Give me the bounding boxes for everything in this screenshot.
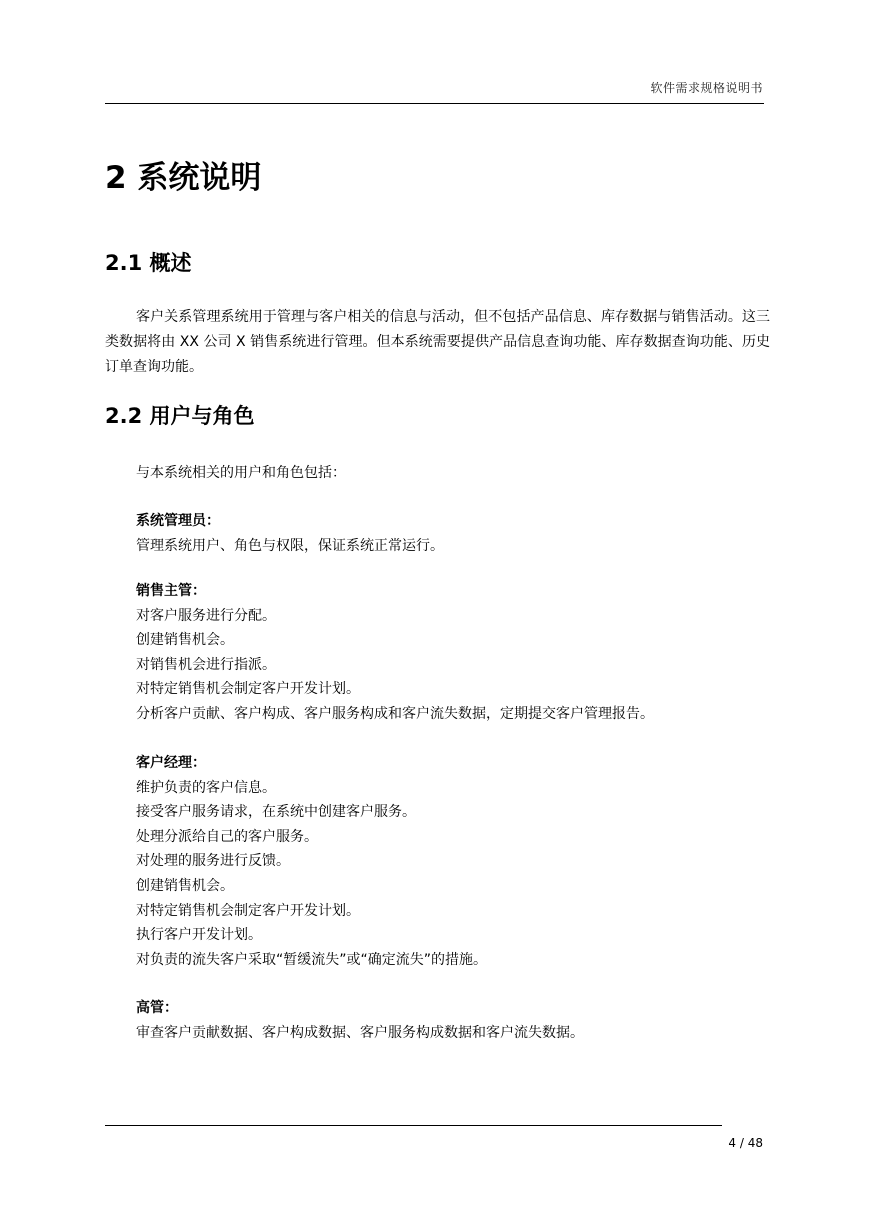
section-title-users-roles: 2.2 用户与角色 [105, 404, 255, 428]
header-divider [105, 103, 764, 104]
role-duty: 审查客户贡献数据、客户构成数据、客户服务构成数据和客户流失数据。 [136, 1024, 584, 1041]
role-duty: 对处理的服务进行反馈。 [136, 853, 290, 870]
role-duty: 对销售机会进行指派。 [136, 656, 276, 673]
role-duty: 分析客户贡献、客户构成、客户服务构成和客户流失数据，定期提交客户管理报告。 [136, 705, 654, 722]
role-block-executive [136, 996, 766, 1045]
role-duty: 对客户服务进行分配。 [136, 607, 276, 624]
page-number: 4 / 48 [728, 1136, 763, 1150]
role-title: 客户经理： [136, 755, 206, 771]
role-duty: 维护负责的客户信息。 [136, 779, 276, 796]
role-duty: 对负责的流失客户采取“暂缓流失”或“确定流失”的措施。 [136, 951, 488, 968]
role-block-sysadmin [136, 509, 766, 558]
role-duty: 接受客户服务请求，在系统中创建客户服务。 [136, 804, 416, 821]
role-duty: 创建销售机会。 [136, 877, 234, 894]
section-title-overview: 2.1 概述 [105, 251, 192, 275]
running-header: 软件需求规格说明书 [650, 81, 763, 95]
chapter-title: 2 系统说明 [105, 160, 262, 196]
role-title: 销售主管： [136, 583, 206, 599]
role-block-account-manager [136, 751, 766, 972]
role-duty: 对特定销售机会制定客户开发计划。 [136, 681, 360, 698]
role-duty: 创建销售机会。 [136, 632, 234, 649]
role-duty: 管理系统用户、角色与权限，保证系统正常运行。 [136, 537, 444, 554]
role-title: 系统管理员： [136, 513, 220, 529]
footer-divider [105, 1125, 722, 1126]
role-block-sales-manager [136, 579, 766, 727]
role-duty: 处理分派给自己的客户服务。 [136, 828, 318, 845]
overview-paragraph: 客户关系管理系统用于管理与客户相关的信息与活动，但不包括产品信息、库存数据与销售活动。这三类数据将由 XX 公司 X 销售系统进行管理。但本系统需要提供产品信息查询功能、库存数据查询功能、历史订单查询功能。 [105, 309, 770, 375]
role-duty: 对特定销售机会制定客户开发计划。 [136, 902, 360, 919]
role-duty: 执行客户开发计划。 [136, 927, 262, 944]
roles-intro-paragraph: 与本系统相关的用户和角色包括： [136, 465, 346, 481]
role-title: 高管： [136, 1000, 178, 1016]
